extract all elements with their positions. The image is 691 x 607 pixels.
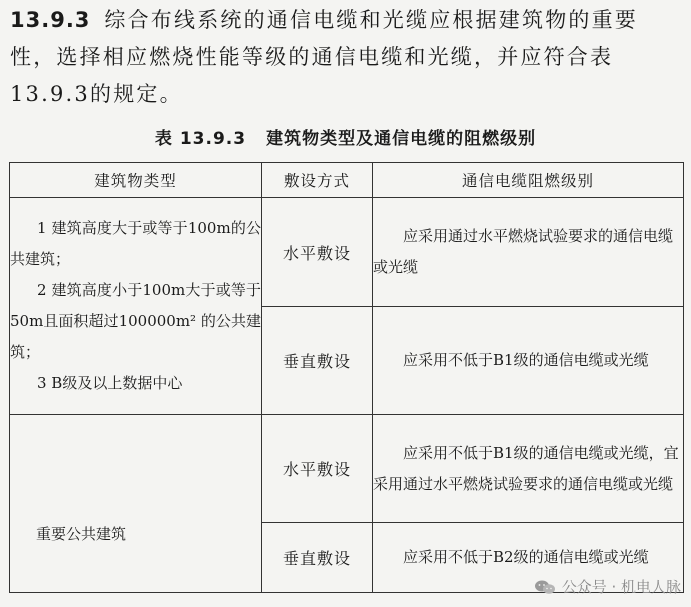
level-cell: 应采用不低于B2级的通信电缆或光缆	[373, 523, 684, 593]
header-building-type: 建筑物类型	[10, 163, 262, 198]
clause-paragraph	[10, 2, 682, 113]
table-header-row	[10, 163, 684, 198]
table-caption	[0, 124, 691, 149]
building-item: 2 建筑高度小于100m大于或等于50m且面积超过100000m² 的公共建筑；	[10, 281, 261, 361]
fire-rating-table	[9, 162, 684, 593]
building-item: 1 建筑高度大于或等于100m的公共建筑；	[10, 219, 261, 268]
table-caption-title: 建筑物类型及通信电缆的阻燃级别	[266, 129, 537, 149]
clause-text: 综合布线系统的通信电缆和光缆应根据建筑物的重要性，选择相应燃烧性能等级的通信电缆和光缆，并应符合表13.9.3的规定。	[10, 8, 639, 106]
table-caption-number: 表 13.9.3	[154, 129, 247, 149]
group2-building-cell: 重要公共建筑	[10, 415, 262, 593]
table-row	[10, 415, 684, 523]
building-item: 3 B级及以上数据中心	[37, 374, 183, 392]
method-cell: 水平敷设	[262, 415, 373, 523]
watermark	[534, 576, 681, 597]
level-cell: 应采用不低于B1级的通信电缆或光缆	[373, 307, 684, 415]
clause-number: 13.9.3	[10, 8, 91, 32]
method-cell: 水平敷设	[262, 198, 373, 307]
table-row	[10, 198, 684, 307]
wechat-icon	[534, 579, 556, 595]
level-cell: 应采用不低于B1级的通信电缆或光缆，宜采用通过水平燃烧试验要求的通信电缆或光缆	[373, 415, 684, 523]
watermark-text: 公众号 · 机电人脉	[561, 578, 681, 596]
header-laying-method: 敷设方式	[262, 163, 373, 198]
method-cell: 垂直敷设	[262, 307, 373, 415]
group1-building-cell	[10, 198, 262, 415]
header-fire-level: 通信电缆阻燃级别	[373, 163, 684, 198]
method-cell: 垂直敷设	[262, 523, 373, 593]
level-cell: 应采用通过水平燃烧试验要求的通信电缆或光缆	[373, 198, 684, 307]
